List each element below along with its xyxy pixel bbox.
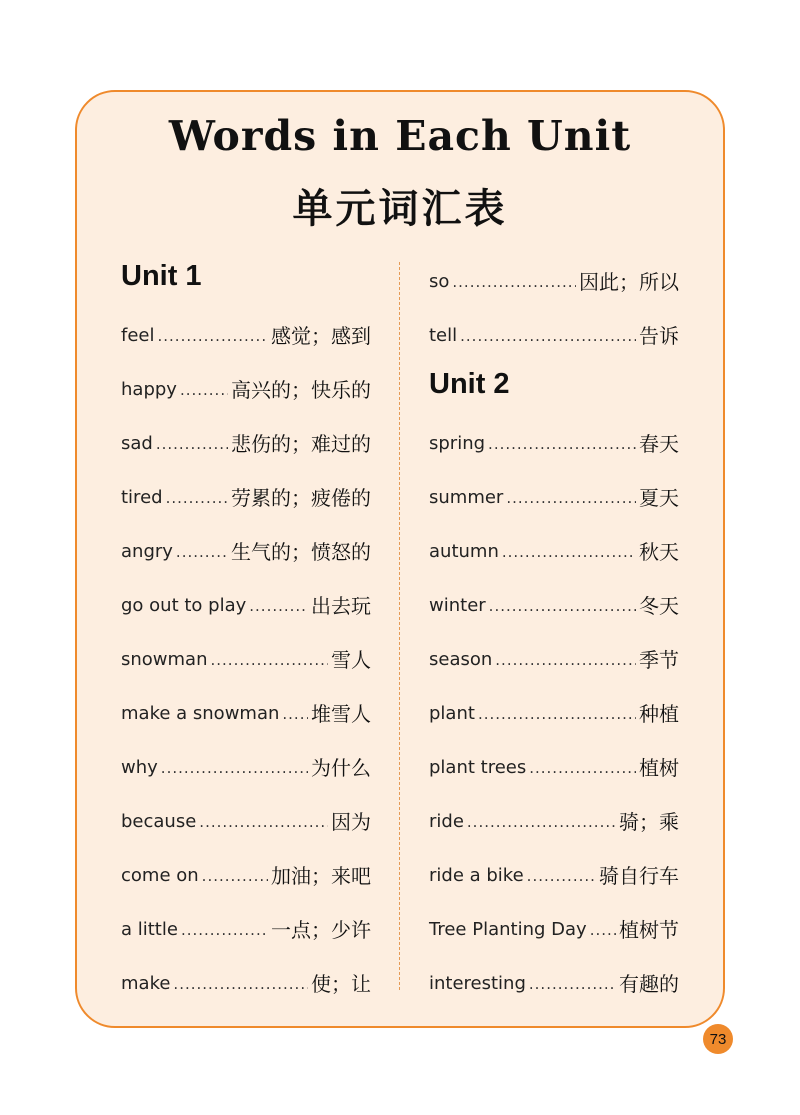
- dot-leader: [529, 962, 616, 1006]
- vocab-entry: [429, 255, 679, 309]
- unit-1-continued-word-list: [429, 255, 679, 363]
- vocab-entry: [429, 471, 679, 525]
- vocab-word: tired: [121, 487, 163, 508]
- vocab-entry: [121, 471, 371, 525]
- vocab-entry: [429, 579, 679, 633]
- dot-leader: [180, 368, 228, 412]
- unit-2-word-list: [429, 417, 679, 1011]
- vocab-entry: [429, 903, 679, 957]
- vocab-entry: [429, 633, 679, 687]
- vocab-entry: [121, 309, 371, 363]
- vocab-word: winter: [429, 595, 486, 616]
- vocab-meaning: 因此；所以: [579, 270, 679, 294]
- vocab-word: summer: [429, 487, 504, 508]
- dot-leader: [249, 584, 308, 628]
- dot-leader: [181, 908, 268, 952]
- dot-leader: [527, 854, 596, 898]
- vocab-word: snowman: [121, 649, 208, 670]
- dot-leader: [489, 584, 636, 628]
- vocab-meaning: 植树: [639, 756, 679, 780]
- vocab-meaning: 因为: [331, 810, 371, 834]
- dot-leader: [158, 314, 269, 358]
- dot-leader: [166, 476, 228, 520]
- vocab-entry: [121, 363, 371, 417]
- vocab-meaning: 使；让: [311, 972, 371, 996]
- vocab-meaning: 堆雪人: [311, 702, 371, 726]
- vocab-meaning: 有趣的: [619, 972, 679, 996]
- vocab-entry: [121, 795, 371, 849]
- vocab-meaning: 出去玩: [311, 594, 371, 618]
- unit-2-heading: Unit 2: [429, 368, 510, 400]
- page-title-english: Words in Each Unit: [168, 112, 632, 160]
- dot-leader: [176, 530, 228, 574]
- vocab-entry: [429, 795, 679, 849]
- page-number-badge: 73: [703, 1024, 733, 1054]
- vocab-word: a little: [121, 919, 178, 940]
- vocab-word: autumn: [429, 541, 499, 562]
- vocab-meaning: 植树节: [619, 918, 679, 942]
- vocab-entry: [429, 849, 679, 903]
- dot-leader: [488, 422, 636, 466]
- vocab-word: make: [121, 973, 171, 994]
- dot-leader: [199, 800, 328, 844]
- dot-leader: [460, 314, 636, 358]
- vocab-meaning: 加油；来吧: [271, 864, 371, 888]
- dot-leader: [202, 854, 268, 898]
- dot-leader: [467, 800, 616, 844]
- vocab-entry: [429, 741, 679, 795]
- vocab-word: season: [429, 649, 493, 670]
- vocab-word: happy: [121, 379, 177, 400]
- dot-leader: [502, 530, 636, 574]
- vocab-word: tell: [429, 325, 458, 346]
- vocab-word: angry: [121, 541, 173, 562]
- vocab-meaning: 春天: [639, 432, 679, 456]
- vocab-entry: [121, 579, 371, 633]
- page-title-chinese: 单元词汇表: [292, 186, 508, 232]
- vocab-meaning: 悲伤的；难过的: [231, 432, 371, 456]
- vocab-entry: [429, 525, 679, 579]
- vocab-entry: [121, 957, 371, 1011]
- vocab-meaning: 雪人: [331, 648, 371, 672]
- vocab-word: spring: [429, 433, 486, 454]
- left-column: [121, 255, 371, 1011]
- vocab-meaning: 感觉；感到: [271, 324, 371, 348]
- vocab-word: interesting: [429, 973, 526, 994]
- dot-leader: [173, 962, 308, 1006]
- vocab-word: sad: [121, 433, 153, 454]
- unit-1-heading: Unit 1: [121, 260, 202, 292]
- vocab-word: plant trees: [429, 757, 527, 778]
- dot-leader: [478, 692, 636, 736]
- right-column: [429, 255, 679, 1011]
- vocab-entry: [121, 903, 371, 957]
- vocab-word: ride: [429, 811, 464, 832]
- vocab-meaning: 秋天: [639, 540, 679, 564]
- vocab-meaning: 骑；乘: [619, 810, 679, 834]
- vocab-meaning: 为什么: [311, 756, 371, 780]
- dot-leader: [495, 638, 636, 682]
- vocab-meaning: 种植: [639, 702, 679, 726]
- dot-leader: [156, 422, 228, 466]
- vocab-meaning: 高兴的；快乐的: [231, 378, 371, 402]
- vocab-entry: [429, 417, 679, 471]
- vocab-entry: [429, 309, 679, 363]
- vocab-entry: [121, 525, 371, 579]
- vocab-meaning: 劳累的；疲倦的: [231, 486, 371, 510]
- column-divider: [399, 262, 400, 990]
- vocab-entry: [429, 687, 679, 741]
- vocab-word: ride a bike: [429, 865, 524, 886]
- vocab-word: why: [121, 757, 158, 778]
- vocab-entry: [429, 957, 679, 1011]
- vocab-entry: [121, 849, 371, 903]
- vocab-entry: [121, 633, 371, 687]
- dot-leader: [282, 692, 308, 736]
- vocab-entry: [121, 741, 371, 795]
- vocab-word: plant: [429, 703, 475, 724]
- vocab-meaning: 骑自行车: [599, 864, 679, 888]
- dot-leader: [506, 476, 636, 520]
- vocab-meaning: 告诉: [639, 324, 679, 348]
- vocab-entry: [121, 687, 371, 741]
- dot-leader: [452, 260, 576, 304]
- vocab-word: because: [121, 811, 197, 832]
- dot-leader: [211, 638, 329, 682]
- vocab-word: come on: [121, 865, 199, 886]
- vocab-meaning: 夏天: [639, 486, 679, 510]
- vocab-meaning: 一点；少许: [271, 918, 371, 942]
- vocab-word: go out to play: [121, 595, 247, 616]
- dot-leader: [529, 746, 636, 790]
- vocab-meaning: 季节: [639, 648, 679, 672]
- dot-leader: [590, 908, 616, 952]
- vocab-meaning: 冬天: [639, 594, 679, 618]
- dot-leader: [161, 746, 308, 790]
- vocab-meaning: 生气的；愤怒的: [231, 540, 371, 564]
- vocab-entry: [121, 417, 371, 471]
- vocab-word: feel: [121, 325, 155, 346]
- vocab-word: Tree Planting Day: [429, 919, 587, 940]
- vocab-word: make a snowman: [121, 703, 280, 724]
- vocab-word: so: [429, 271, 450, 292]
- unit-1-word-list: [121, 309, 371, 1011]
